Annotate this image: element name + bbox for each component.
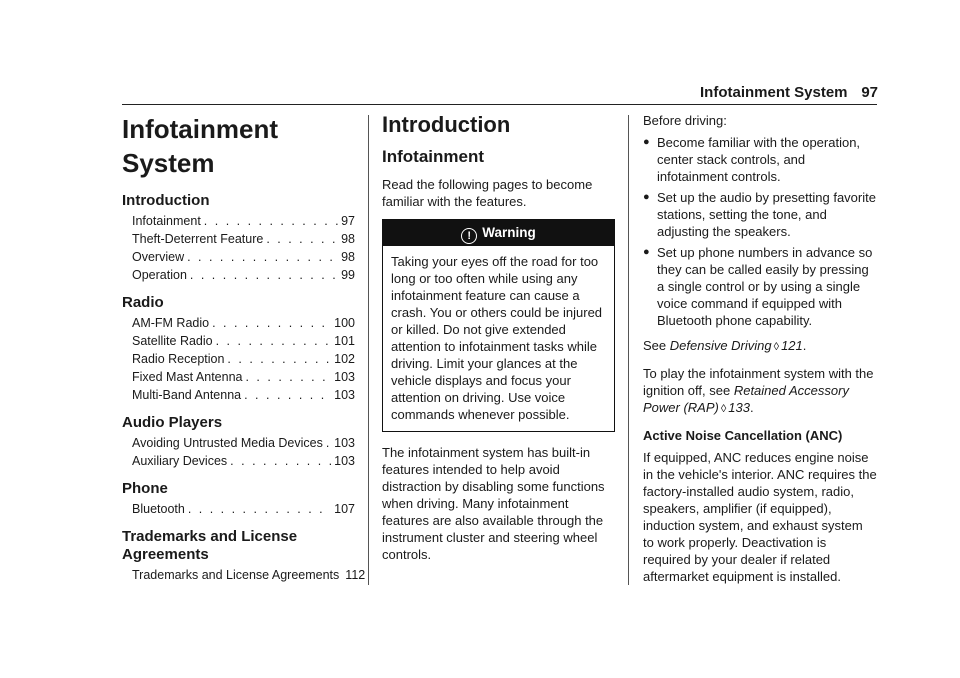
intro-column [382,112,615,572]
toc-entry-page: 97 [341,214,355,228]
toc-entry[interactable] [122,386,355,404]
toc-leader-dots [227,350,331,368]
toc-entry-label: Satellite Radio [132,334,213,348]
toc-leader-dots [190,266,338,284]
page-ref-icon: ◊ [720,403,727,415]
list-item [643,189,877,240]
toc-section-title: Introduction [122,192,210,209]
header-rule [122,104,877,105]
toc-sections [122,192,366,584]
subsection-heading: Infotainment [382,147,484,166]
toc-entry-page: 107 [334,502,355,516]
toc-entry[interactable] [122,314,355,332]
toc-entry[interactable] [122,332,355,350]
toc-entry-label: Trademarks and License Agreements [132,568,340,582]
toc-entry-label: AM-FM Radio [132,316,210,330]
play-ref-link[interactable]: Retained Accessory Power (RAP) [643,383,849,415]
toc-entry-label: Auxiliary Devices [132,454,228,468]
list-item-text: Set up the audio by presetting favorite stations, setting the tone, and adjusting the speakers. [657,190,876,239]
list-item-text: Set up phone numbers in advance so they can be called easily by pressing a single control or by using a single voice command if equipped with Bluetooth phone capability. [657,245,873,328]
list-item-text: Become familiar with the operation, center stack controls, and infotainment controls. [657,135,861,184]
play-suffix: . [750,400,754,415]
see-suffix: . [802,338,807,353]
toc-entry-label: Bluetooth [132,502,185,516]
toc-entry[interactable] [122,266,355,284]
toc-entry-label: Operation [132,268,187,282]
anc-heading: Active Noise Cancellation (ANC) [643,428,843,443]
before-driving-lead: Before driving: [643,113,727,128]
toc-section-title: Audio Players [122,414,223,431]
toc-entry[interactable] [122,434,355,452]
toc-entry[interactable] [122,452,355,470]
toc-entry-page: 103 [334,388,355,402]
play-prefix: To play the infotainment system with the ignition off, see [643,366,874,398]
toc-section-title: Phone [122,480,168,497]
warning-body: Taking your eyes off the road for too long or too often while using any infotainment feature can cause a crash. You or others could be injured or killed. Do not give extended attention to infotainment tasks while driving. Limit your glances at the vehicle displays and focus your attention on driving. Use voice commands whenever possible. [391,254,603,422]
toc-entry-label: Avoiding Untrusted Media Devices [132,436,323,450]
toc-entry[interactable] [122,368,355,386]
column-divider-right [628,115,629,585]
toc-leader-dots [212,314,331,332]
see-ref-page[interactable]: 121 [781,338,803,353]
column-divider-left [368,115,369,585]
toc-section-title: Trademarks and License Agreements [122,528,298,563]
toc-entry-page: 98 [341,232,355,246]
bullet-icon: ● [643,136,650,148]
toc-column [122,112,366,584]
toc-leader-dots [244,386,331,404]
toc-leader-dots [187,248,338,266]
before-driving-list [643,134,877,329]
toc-leader-dots [245,368,331,386]
bullet-icon: ● [643,246,650,258]
see-prefix: See [643,338,670,353]
toc-entry-page: 100 [334,316,355,330]
warning-box [382,219,615,432]
page-number: 97 [861,84,878,101]
see-ref-link[interactable]: Defensive Driving [669,338,772,353]
warning-header [383,220,614,246]
toc-leader-dots [216,332,332,350]
toc-entry-label: Overview [132,250,185,264]
toc-entry[interactable] [122,230,355,248]
page-ref-icon: ◊ [773,341,780,353]
toc-entry-page: 112 [345,568,366,582]
before-driving-column [643,112,877,594]
play-paragraph [643,365,877,418]
body-paragraph: The infotainment system has built-in features intended to help avoid distraction by disabling some functions when driving. Many infotainment features are also available through the instrument cluster and steering wheel controls. [382,445,605,562]
toc-entry[interactable] [122,212,355,230]
bullet-icon: ● [643,191,650,203]
running-header [700,84,878,104]
toc-leader-dots [188,500,331,518]
toc-entry[interactable] [122,500,355,518]
toc-entry-page: 102 [334,352,355,366]
play-ref-page[interactable]: 133 [728,400,750,415]
toc-entry-page: 103 [334,454,355,468]
toc-leader-dots [204,212,338,230]
toc-leader-dots [266,230,338,248]
see-reference [643,337,877,356]
toc-entry-label: Theft-Deterrent Feature [132,232,264,246]
toc-entry-label: Multi-Band Antenna [132,388,242,402]
list-item [643,134,877,185]
running-header-title: Infotainment System [700,84,848,101]
toc-entry-label: Radio Reception [132,352,225,366]
toc-entry-page: 103 [334,436,355,450]
toc-section-title: Radio [122,294,164,311]
intro-paragraph: Read the following pages to become familiar with the features. [382,177,593,209]
toc-entry-label: Infotainment [132,214,201,228]
toc-entry[interactable] [122,350,355,368]
toc-entry-page: 99 [341,268,355,282]
toc-entry-page: 103 [334,370,355,384]
section-heading: Introduction [382,112,511,137]
toc-leader-dots [326,434,331,452]
toc-entry-label: Fixed Mast Antenna [132,370,243,384]
toc-entry-page: 101 [334,334,355,348]
anc-paragraph: If equipped, ANC reduces engine noise in the vehicle's interior. ANC requires the factory-installed audio system, radio, speakers, amplifier (if equipped), induction system, and exhaust system to work properly. Deactivation is required by your dealer if related aftermarket equipment is installed. [643,450,877,584]
list-item [643,244,877,329]
chapter-title: Infotainment System [122,114,278,178]
warning-title: Warning [482,225,536,240]
toc-entry-page: 98 [341,250,355,264]
toc-entry[interactable] [122,566,366,584]
toc-entry[interactable] [122,248,355,266]
warning-icon: ! [461,228,477,244]
toc-leader-dots [230,452,331,470]
